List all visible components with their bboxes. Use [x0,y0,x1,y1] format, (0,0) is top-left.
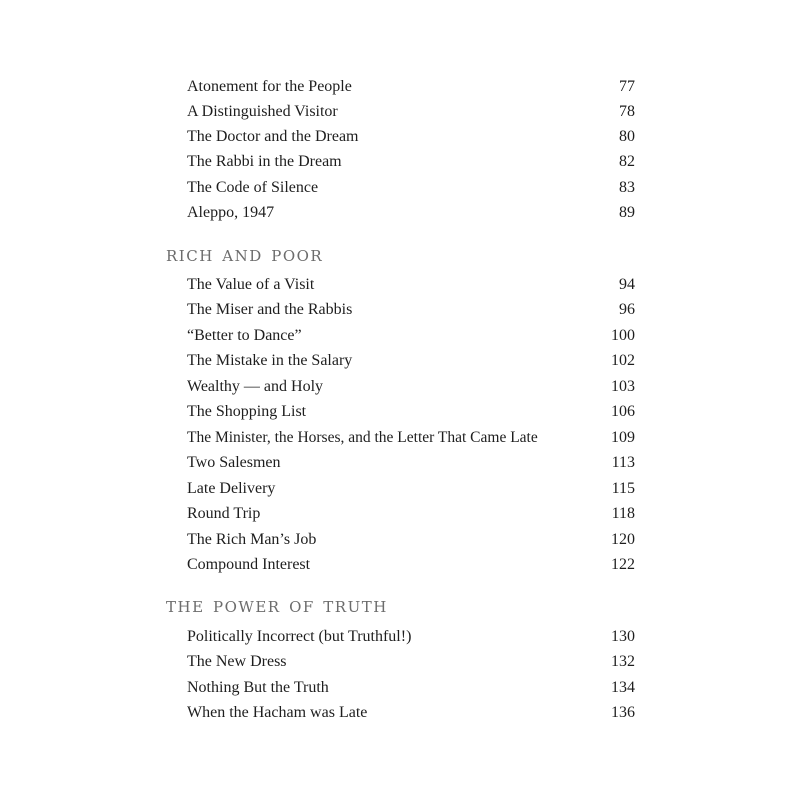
toc-entry-title: Two Salesmen [187,454,281,471]
toc-entry-title: Aleppo, 1947 [187,204,275,221]
toc-entry[interactable] [187,200,635,225]
toc-entry-title: Nothing But the Truth [187,679,329,696]
toc-entry-title: Round Trip [187,505,261,522]
toc-entry-page: 100 [611,327,635,344]
toc-entry-title: The Rich Man’s Job [187,531,317,548]
toc-entry-title: Compound Interest [187,556,311,573]
toc-entry-page: 83 [619,179,635,196]
toc-entry-title: The New Dress [187,653,287,670]
toc-entry[interactable] [187,74,635,99]
toc-entry[interactable] [187,476,635,501]
toc-entry[interactable] [187,425,635,450]
toc-entry-page: 102 [611,352,635,369]
toc-entry-page: 134 [611,679,635,696]
toc-entry[interactable] [187,527,635,552]
toc-entry[interactable] [187,323,635,348]
toc-entry-title: The Doctor and the Dream [187,128,359,145]
section-heading: the power of truth [166,593,388,618]
toc-entry[interactable] [187,297,635,322]
toc-entry-title: A Distinguished Visitor [187,103,338,120]
toc-entry[interactable] [187,450,635,475]
toc-entry[interactable] [187,552,635,577]
toc-entry[interactable] [187,348,635,373]
toc-entry-page: 122 [611,556,635,573]
toc-entry[interactable] [187,649,635,674]
toc-entry-page: 132 [611,653,635,670]
toc-entry-page: 82 [619,153,635,170]
toc-entry-title: Late Delivery [187,480,276,497]
toc-entry-page: 78 [619,103,635,120]
toc-entry[interactable] [187,149,635,174]
toc-entry[interactable] [187,374,635,399]
toc-entry-title: The Mistake in the Salary [187,352,353,369]
toc-entry-page: 109 [611,429,635,446]
toc-entry-page: 136 [611,704,635,721]
toc-entry-title: The Value of a Visit [187,276,315,293]
toc-entry-page: 96 [619,301,635,318]
toc-entry[interactable] [187,124,635,149]
toc-entry-title: The Minister, the Horses, and the Letter That Came Late [187,429,538,446]
toc-entry-title: “Better to Dance” [187,327,302,344]
section-heading: rich and poor [166,242,324,267]
toc-entry-page: 130 [611,628,635,645]
toc-entry-page: 106 [611,403,635,420]
toc-entry-title: The Rabbi in the Dream [187,153,342,170]
toc-entry[interactable] [187,175,635,200]
toc-entry-page: 77 [619,78,635,95]
toc-entry-page: 113 [611,454,635,471]
toc-entry[interactable] [187,99,635,124]
toc-entry-title: When the Hacham was Late [187,704,368,721]
toc-entry-page: 89 [619,204,635,221]
toc-entry-page: 103 [611,378,635,395]
toc-entry-title: The Code of Silence [187,179,319,196]
toc-entry-title: Atonement for the People [187,78,352,95]
toc-entry[interactable] [187,272,635,297]
toc-entry[interactable] [187,675,635,700]
toc-entry[interactable] [187,399,635,424]
toc-entry-page: 115 [611,480,635,497]
toc-entry[interactable] [187,624,635,649]
toc-entry[interactable] [187,700,635,725]
toc-entry-page: 120 [611,531,635,548]
toc-entry[interactable] [187,501,635,526]
toc-entry-page: 94 [619,276,635,293]
toc-entry-title: The Shopping List [187,403,307,420]
toc-entry-title: Wealthy — and Holy [187,378,324,395]
toc-entry-title: Politically Incorrect (but Truthful!) [187,628,412,645]
toc-entry-title: The Miser and the Rabbis [187,301,353,318]
toc-entry-page: 80 [619,128,635,145]
toc-entry-page: 118 [611,505,635,522]
